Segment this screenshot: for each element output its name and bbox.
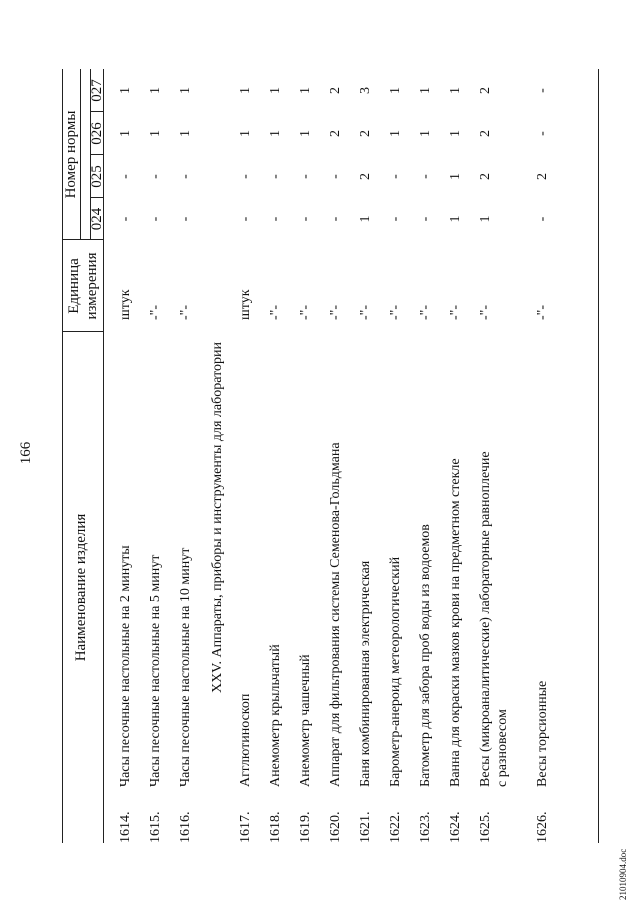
row-number: 1626. — [535, 811, 550, 843]
row-name: Батометр для забора проб воды из водоемов — [418, 524, 433, 787]
row-value-025: - — [238, 174, 253, 179]
row-number: 1624. — [448, 811, 463, 843]
row-value-027: - — [535, 88, 550, 93]
row-number: 1622. — [388, 811, 403, 843]
row-value-025: 1 — [448, 173, 463, 180]
row-value-025: 2 — [478, 173, 493, 180]
row-number: 1617. — [238, 811, 253, 843]
row-value-025: - — [148, 174, 163, 179]
header-unit-line1: Единица — [66, 258, 82, 314]
page-number: 166 — [18, 441, 34, 465]
header-code-026: 026 — [89, 122, 105, 145]
header-code-027: 027 — [89, 79, 105, 102]
header-norm-number: Номер нормы — [63, 110, 79, 199]
row-value-027: 1 — [448, 87, 463, 94]
row-name: Анемометр чашечный — [298, 654, 313, 787]
row-value-027: 1 — [118, 87, 133, 94]
header-code-025: 025 — [89, 165, 105, 188]
row-unit: -"- — [178, 304, 193, 320]
row-value-026: 1 — [448, 130, 463, 137]
row-name: Агглютиноскоп — [238, 693, 253, 787]
row-number: 1625. — [478, 811, 493, 843]
row-name-cont: с разновесом — [495, 709, 510, 787]
row-value-024: 1 — [478, 215, 493, 223]
row-value-026: 1 — [298, 130, 313, 137]
header-product-name: Наименование изделия — [73, 513, 89, 662]
doc-id: 21010904.doc — [618, 848, 628, 900]
row-value-024: - — [388, 216, 403, 222]
row-name: Ванна для окраски мазков крови на предметном стекле — [448, 458, 463, 787]
row-value-025: - — [418, 174, 433, 179]
row-name: Анемометр крыльчатый — [268, 644, 283, 787]
row-value-024: - — [328, 216, 343, 222]
row-value-026: - — [535, 131, 550, 136]
row-number: 1621. — [358, 811, 373, 843]
row-value-025: - — [268, 174, 283, 179]
row-name: Часы песочные настольные на 5 минут — [148, 554, 163, 787]
row-unit: -"- — [448, 304, 463, 320]
row-name: Аппарат для фильтрования системы Семенова-Гольдмана — [328, 442, 343, 787]
row-value-027: 2 — [328, 87, 343, 94]
row-value-024: - — [268, 216, 283, 222]
row-value-027: 3 — [358, 87, 373, 94]
row-value-026: 2 — [478, 130, 493, 137]
row-value-026: 1 — [268, 130, 283, 137]
row-name: Баня комбинированная электрическая — [358, 560, 373, 787]
row-value-027: 1 — [298, 87, 313, 94]
row-unit: -"- — [388, 304, 403, 320]
row-value-027: 1 — [238, 87, 253, 94]
row-value-024: - — [178, 216, 193, 222]
row-value-024: - — [535, 216, 550, 222]
row-value-025: - — [298, 174, 313, 179]
row-value-025: - — [388, 174, 403, 179]
row-unit: -"- — [418, 304, 433, 320]
row-value-026: 2 — [358, 130, 373, 137]
row-value-026: 1 — [238, 130, 253, 137]
row-value-024: 1 — [448, 215, 463, 223]
row-value-025: 2 — [358, 173, 373, 180]
header-unit-line2: измерения — [84, 252, 100, 320]
row-number: 1615. — [148, 811, 163, 843]
row-unit: -"- — [268, 304, 283, 320]
norm-subheader-rule — [80, 69, 81, 240]
row-value-026: 1 — [418, 130, 433, 137]
row-value-025: - — [178, 174, 193, 179]
row-value-024: - — [148, 216, 163, 222]
row-unit: штук — [118, 289, 133, 320]
row-number: 1618. — [268, 811, 283, 843]
row-name: Часы песочные настольные на 10 минут — [178, 547, 193, 787]
row-unit: -"- — [478, 304, 493, 320]
row-value-024: - — [118, 216, 133, 222]
row-value-027: 2 — [478, 87, 493, 94]
row-unit: штук — [238, 289, 253, 320]
row-value-027: 1 — [418, 87, 433, 94]
row-value-025: - — [328, 174, 343, 179]
row-value-024: - — [418, 216, 433, 222]
row-number: 1623. — [418, 811, 433, 843]
row-value-025: 2 — [535, 173, 550, 180]
row-name: Весы торсионные — [535, 680, 550, 787]
row-unit: -"- — [358, 304, 373, 320]
row-value-026: 1 — [388, 130, 403, 137]
row-value-025: - — [118, 174, 133, 179]
row-value-026: 1 — [148, 130, 163, 137]
header-code-024: 024 — [89, 207, 105, 231]
row-name: Часы песочные настольные на 2 минуты — [118, 545, 133, 787]
row-number: 1620. — [328, 811, 343, 843]
row-name: Весы (микроаналитические) лабораторные равноплечие — [478, 451, 493, 787]
row-value-027: 1 — [148, 87, 163, 94]
row-value-026: 1 — [118, 130, 133, 137]
row-unit: -"- — [298, 304, 313, 320]
row-number: 1614. — [118, 811, 133, 843]
row-value-026: 2 — [328, 130, 343, 137]
row-value-024: - — [238, 216, 253, 222]
row-value-027: 1 — [388, 87, 403, 94]
row-number: 1616. — [178, 811, 193, 843]
row-value-026: 1 — [178, 130, 193, 137]
row-value-027: 1 — [268, 87, 283, 94]
row-unit: -"- — [148, 304, 163, 320]
row-unit: -"- — [328, 304, 343, 320]
table-bottom-rule — [598, 69, 599, 843]
row-value-027: 1 — [178, 87, 193, 94]
section-title: XXV. Аппараты, приборы и инструменты для лаборатории — [210, 341, 225, 694]
row-name: Барометр-анероид метеорологический — [388, 556, 403, 787]
row-number: 1619. — [298, 811, 313, 843]
row-unit: -"- — [535, 304, 550, 320]
row-value-024: 1 — [358, 215, 373, 223]
row-value-024: - — [298, 216, 313, 222]
